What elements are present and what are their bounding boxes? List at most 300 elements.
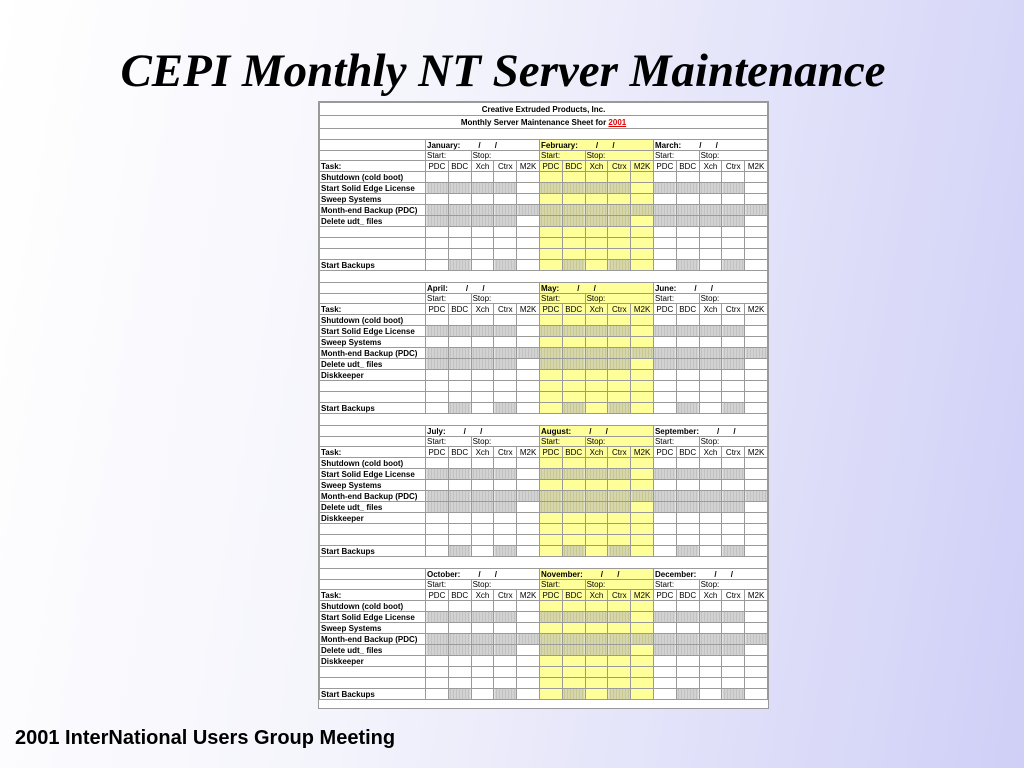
task-row: [320, 392, 768, 403]
task-row: [320, 469, 768, 480]
start-stop-row: [320, 580, 768, 590]
task-cell: [471, 183, 494, 194]
task-cell: [562, 326, 585, 337]
task-cell: [426, 392, 449, 403]
task-cell: [539, 458, 562, 469]
task-cell: [631, 524, 654, 535]
task-cell: [653, 480, 676, 491]
task-cell: [699, 491, 722, 502]
task-cell: [494, 403, 517, 414]
task-cell: [585, 172, 608, 183]
task-row: [320, 326, 768, 337]
task-name: [320, 238, 426, 249]
task-cell: [426, 227, 449, 238]
column-header: Xch: [699, 447, 722, 458]
task-cell: [448, 601, 471, 612]
start-label: Start:: [653, 580, 699, 590]
task-cell: [585, 546, 608, 557]
task-cell: [562, 656, 585, 667]
footer-text: 2001 InterNational Users Group Meeting: [15, 727, 396, 749]
task-cell: [676, 381, 699, 392]
task-cell: [585, 513, 608, 524]
task-cell: [426, 194, 449, 205]
month-label: [426, 426, 540, 437]
task-cell: [676, 513, 699, 524]
column-header: Xch: [585, 161, 608, 172]
task-cell: [426, 238, 449, 249]
task-cell: [722, 689, 745, 700]
month-name: December:: [654, 569, 697, 579]
task-cell: [562, 216, 585, 227]
task-cell: [745, 689, 768, 700]
task-cell: [699, 678, 722, 689]
task-cell: [699, 392, 722, 403]
task-cell: [585, 370, 608, 381]
task-cell: [517, 535, 540, 546]
task-cell: [494, 370, 517, 381]
task-cell: [676, 326, 699, 337]
start-label: Start:: [653, 437, 699, 447]
task-cell: [517, 601, 540, 612]
column-header: BDC: [448, 590, 471, 601]
task-cell: [699, 205, 722, 216]
task-cell: [745, 667, 768, 678]
task-cell: [494, 392, 517, 403]
task-cell: [562, 480, 585, 491]
task-cell: [699, 469, 722, 480]
task-cell: [699, 315, 722, 326]
task-cell: [517, 667, 540, 678]
task-cell: [471, 359, 494, 370]
task-cell: [562, 205, 585, 216]
task-cell: [699, 216, 722, 227]
task-cell: [539, 678, 562, 689]
company-row: [320, 103, 768, 116]
task-cell: [539, 612, 562, 623]
task-cell: [676, 535, 699, 546]
task-cell: [539, 326, 562, 337]
task-cell: [539, 667, 562, 678]
task-cell: [699, 612, 722, 623]
task-cell: [448, 227, 471, 238]
task-cell: [631, 513, 654, 524]
task-name: Start Solid Edge License: [320, 326, 426, 337]
task-cell: [585, 227, 608, 238]
task-cell: [494, 546, 517, 557]
task-cell: [517, 370, 540, 381]
task-cell: [539, 381, 562, 392]
task-cell: [745, 601, 768, 612]
date-slashes: / /: [589, 426, 608, 436]
task-row: [320, 370, 768, 381]
task-cell: [426, 326, 449, 337]
task-cell: [494, 678, 517, 689]
task-cell: [448, 689, 471, 700]
task-cell: [653, 337, 676, 348]
task-cell: [608, 491, 631, 502]
task-cell: [631, 392, 654, 403]
task-cell: [471, 172, 494, 183]
task-cell: [585, 381, 608, 392]
task-cell: [653, 381, 676, 392]
task-cell: [562, 634, 585, 645]
task-cell: [676, 546, 699, 557]
column-header: PDC: [653, 161, 676, 172]
task-row: [320, 491, 768, 502]
task-cell: [722, 502, 745, 513]
task-cell: [745, 315, 768, 326]
task-cell: [722, 524, 745, 535]
task-cell: [494, 645, 517, 656]
task-cell: [494, 502, 517, 513]
task-name: [320, 667, 426, 678]
task-cell: [448, 238, 471, 249]
task-cell: [585, 535, 608, 546]
task-cell: [471, 315, 494, 326]
task-cell: [653, 469, 676, 480]
task-cell: [631, 381, 654, 392]
task-cell: [517, 326, 540, 337]
task-cell: [608, 634, 631, 645]
task-cell: [426, 513, 449, 524]
task-cell: [676, 260, 699, 271]
task-cell: [471, 249, 494, 260]
task-cell: [517, 403, 540, 414]
stop-label: Stop:: [699, 151, 767, 161]
task-cell: [722, 469, 745, 480]
column-header: M2K: [745, 590, 768, 601]
task-cell: [585, 469, 608, 480]
task-cell: [471, 535, 494, 546]
task-cell: [471, 645, 494, 656]
task-cell: [426, 546, 449, 557]
task-row: [320, 172, 768, 183]
task-cell: [585, 601, 608, 612]
task-cell: [448, 216, 471, 227]
spacer-cell: [320, 271, 768, 283]
task-cell: [448, 359, 471, 370]
month-label: [426, 140, 540, 151]
task-cell: [562, 524, 585, 535]
task-cell: [471, 634, 494, 645]
task-cell: [699, 535, 722, 546]
task-cell: [722, 315, 745, 326]
month-name: June:: [654, 283, 677, 293]
task-cell: [426, 172, 449, 183]
task-cell: [448, 370, 471, 381]
task-cell: [745, 502, 768, 513]
task-cell: [653, 348, 676, 359]
month-label: [539, 140, 653, 151]
task-cell: [745, 645, 768, 656]
task-cell: [631, 612, 654, 623]
task-cell: [562, 172, 585, 183]
task-cell: [699, 689, 722, 700]
start-label: Start:: [426, 151, 472, 161]
task-cell: [494, 194, 517, 205]
column-header: Xch: [699, 304, 722, 315]
task-cell: [631, 403, 654, 414]
task-cell: [722, 326, 745, 337]
task-cell: [722, 601, 745, 612]
column-header: PDC: [539, 590, 562, 601]
task-cell: [608, 601, 631, 612]
task-cell: [494, 623, 517, 634]
task-cell: [448, 172, 471, 183]
column-header: Ctrx: [608, 447, 631, 458]
month-name: November:: [540, 569, 583, 579]
task-cell: [517, 172, 540, 183]
task-cell: [494, 656, 517, 667]
column-header: M2K: [517, 304, 540, 315]
task-cell: [471, 337, 494, 348]
task-cell: [631, 480, 654, 491]
month-row: [320, 140, 768, 151]
task-cell: [585, 183, 608, 194]
task-name: Sweep Systems: [320, 480, 426, 491]
task-cell: [608, 645, 631, 656]
task-cell: [608, 612, 631, 623]
task-cell: [745, 326, 768, 337]
task-cell: [676, 315, 699, 326]
task-cell: [608, 183, 631, 194]
task-cell: [494, 359, 517, 370]
task-cell: [539, 337, 562, 348]
task-cell: [631, 315, 654, 326]
column-header: PDC: [426, 590, 449, 601]
task-cell: [745, 216, 768, 227]
date-slashes: / /: [577, 283, 596, 293]
task-cell: [471, 205, 494, 216]
task-cell: [722, 656, 745, 667]
month-name: January:: [427, 140, 461, 150]
column-header: PDC: [653, 590, 676, 601]
date-slashes: / /: [714, 569, 733, 579]
task-cell: [699, 238, 722, 249]
task-cell: [494, 337, 517, 348]
task-cell: [653, 513, 676, 524]
task-cell: [722, 381, 745, 392]
column-header: Xch: [471, 590, 494, 601]
column-header: M2K: [745, 304, 768, 315]
column-header-row: [320, 590, 768, 601]
task-cell: [562, 469, 585, 480]
task-name: Month-end Backup (PDC): [320, 348, 426, 359]
blank-cell: [320, 294, 426, 304]
task-cell: [448, 634, 471, 645]
stop-label: Stop:: [471, 294, 539, 304]
task-name: Shutdown (cold boot): [320, 172, 426, 183]
task-cell: [585, 491, 608, 502]
task-cell: [494, 689, 517, 700]
task-cell: [608, 392, 631, 403]
task-cell: [448, 403, 471, 414]
task-cell: [585, 392, 608, 403]
task-cell: [653, 172, 676, 183]
task-cell: [448, 678, 471, 689]
task-cell: [585, 656, 608, 667]
column-header: Xch: [471, 304, 494, 315]
task-cell: [631, 469, 654, 480]
column-header: Ctrx: [494, 304, 517, 315]
task-row: [320, 546, 768, 557]
task-cell: [676, 205, 699, 216]
task-cell: [539, 183, 562, 194]
column-header: PDC: [539, 304, 562, 315]
subtitle-prefix: Monthly Server Maintenance Sheet for: [460, 117, 607, 127]
task-cell: [745, 260, 768, 271]
task-row: [320, 205, 768, 216]
task-cell: [699, 601, 722, 612]
task-cell: [585, 238, 608, 249]
column-header-row: [320, 447, 768, 458]
start-label: Start:: [426, 437, 472, 447]
task-name: [320, 392, 426, 403]
task-cell: [722, 491, 745, 502]
task-cell: [745, 469, 768, 480]
start-stop-row: [320, 437, 768, 447]
task-name: Delete udt_ files: [320, 216, 426, 227]
start-label: Start:: [653, 151, 699, 161]
column-header: BDC: [676, 447, 699, 458]
task-cell: [722, 513, 745, 524]
column-header: Xch: [471, 161, 494, 172]
column-header: PDC: [426, 447, 449, 458]
task-cell: [676, 667, 699, 678]
date-slashes: / /: [716, 426, 736, 436]
task-cell: [676, 469, 699, 480]
task-row: [320, 612, 768, 623]
column-header-row: [320, 304, 768, 315]
task-cell: [653, 634, 676, 645]
task-cell: [517, 678, 540, 689]
task-cell: [653, 689, 676, 700]
task-cell: [722, 260, 745, 271]
task-cell: [653, 183, 676, 194]
task-cell: [471, 227, 494, 238]
task-cell: [745, 524, 768, 535]
task-cell: [494, 183, 517, 194]
task-cell: [699, 227, 722, 238]
task-cell: [699, 403, 722, 414]
task-cell: [494, 326, 517, 337]
task-cell: [562, 315, 585, 326]
task-cell: [631, 491, 654, 502]
task-cell: [608, 315, 631, 326]
start-label: Start:: [539, 151, 585, 161]
task-cell: [539, 546, 562, 557]
task-cell: [426, 370, 449, 381]
task-cell: [562, 392, 585, 403]
task-cell: [539, 392, 562, 403]
task-name: Month-end Backup (PDC): [320, 205, 426, 216]
task-cell: [562, 601, 585, 612]
task-cell: [676, 359, 699, 370]
task-cell: [631, 656, 654, 667]
task-cell: [699, 381, 722, 392]
task-cell: [608, 480, 631, 491]
task-name: [320, 381, 426, 392]
column-header: M2K: [745, 447, 768, 458]
task-row: [320, 381, 768, 392]
task-cell: [722, 359, 745, 370]
start-label: Start:: [539, 580, 585, 590]
task-cell: [699, 502, 722, 513]
task-cell: [608, 238, 631, 249]
task-cell: [517, 260, 540, 271]
task-cell: [745, 392, 768, 403]
task-cell: [426, 656, 449, 667]
task-row: [320, 524, 768, 535]
task-cell: [539, 601, 562, 612]
task-cell: [631, 370, 654, 381]
task-cell: [722, 667, 745, 678]
task-name: Month-end Backup (PDC): [320, 634, 426, 645]
task-cell: [517, 315, 540, 326]
task-cell: [699, 546, 722, 557]
task-cell: [653, 667, 676, 678]
task-cell: [585, 403, 608, 414]
blank-cell: [320, 580, 426, 590]
column-header: Ctrx: [608, 304, 631, 315]
task-cell: [653, 656, 676, 667]
task-cell: [539, 524, 562, 535]
task-row: [320, 623, 768, 634]
task-cell: [699, 524, 722, 535]
column-header: BDC: [562, 590, 585, 601]
task-cell: [562, 227, 585, 238]
task-cell: [517, 612, 540, 623]
column-header: Xch: [471, 447, 494, 458]
task-cell: [676, 480, 699, 491]
task-cell: [539, 535, 562, 546]
task-cell: [745, 337, 768, 348]
task-cell: [448, 513, 471, 524]
column-header: M2K: [517, 590, 540, 601]
task-cell: [494, 260, 517, 271]
task-cell: [631, 172, 654, 183]
task-cell: [426, 480, 449, 491]
task-cell: [517, 480, 540, 491]
task-name: [320, 249, 426, 260]
task-cell: [517, 491, 540, 502]
task-cell: [631, 359, 654, 370]
task-cell: [745, 238, 768, 249]
task-cell: [562, 381, 585, 392]
task-cell: [471, 524, 494, 535]
task-cell: [676, 491, 699, 502]
task-name: Start Solid Edge License: [320, 183, 426, 194]
task-cell: [494, 667, 517, 678]
task-name: Diskkeeper: [320, 656, 426, 667]
task-cell: [517, 392, 540, 403]
task-cell: [653, 249, 676, 260]
column-header: Ctrx: [722, 590, 745, 601]
task-cell: [608, 502, 631, 513]
task-cell: [562, 689, 585, 700]
task-row: [320, 502, 768, 513]
task-cell: [539, 348, 562, 359]
task-cell: [653, 524, 676, 535]
task-cell: [426, 689, 449, 700]
task-cell: [517, 183, 540, 194]
start-label: Start:: [539, 294, 585, 304]
task-cell: [494, 249, 517, 260]
task-cell: [745, 370, 768, 381]
task-cell: [426, 502, 449, 513]
column-header: BDC: [676, 161, 699, 172]
task-cell: [722, 403, 745, 414]
